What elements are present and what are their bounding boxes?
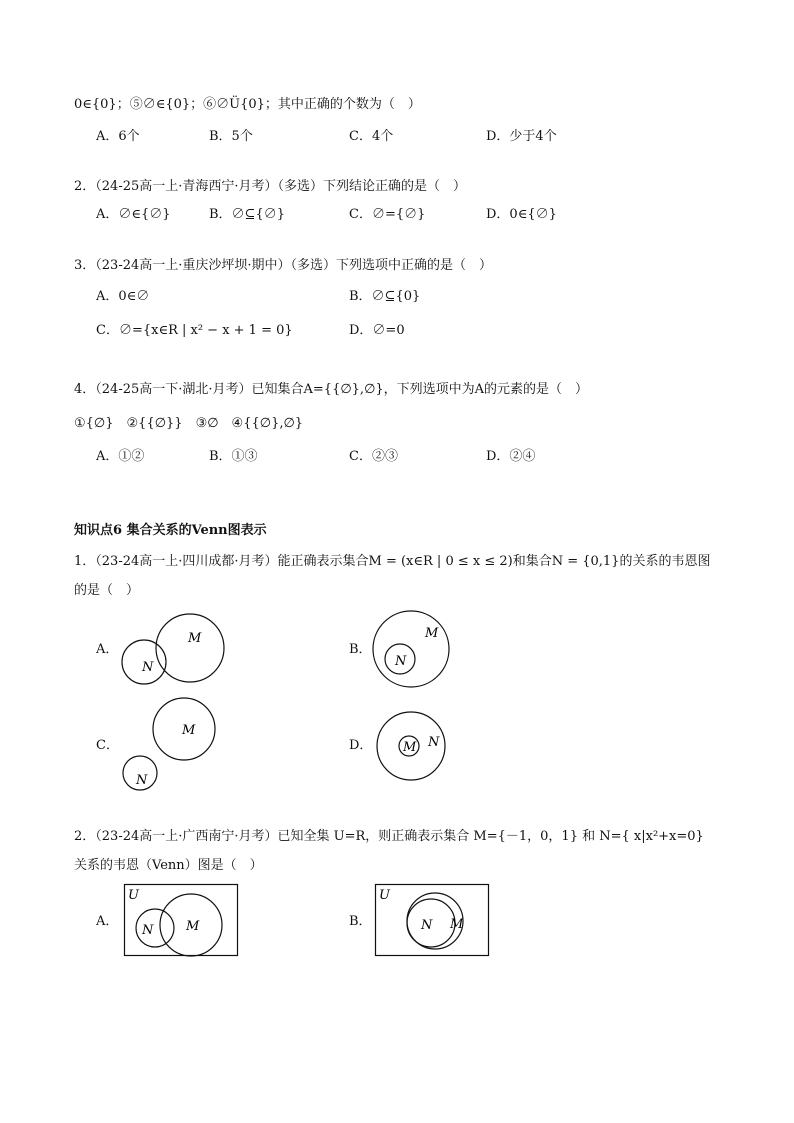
set-label-n: N xyxy=(142,923,154,938)
set-label-u: U xyxy=(379,888,390,903)
option-b-label: B． xyxy=(349,642,372,657)
question-stem-6-line2: 关系的韦恩（Venn）图是（ ） xyxy=(74,858,263,873)
set-label-m: M xyxy=(425,626,439,641)
question-stem-6-line1: 2．（23-24高一上·广西南宁·月考）已知全集 U=R，则正确表示集合 M={－1，0，1} 和 N={ x|x²+x=0} xyxy=(74,829,704,844)
set-label-m: M xyxy=(188,631,202,646)
set-label-u: U xyxy=(128,888,139,903)
set-label-m: M xyxy=(403,740,417,755)
option-d: D．0∈{∅} xyxy=(486,207,557,222)
set-label-n: N xyxy=(136,773,148,788)
set-label-n: N xyxy=(395,654,407,669)
option-a: A．①② xyxy=(96,449,145,464)
option-c: C．4个 xyxy=(349,129,394,144)
option-b-label: B． xyxy=(349,914,372,929)
option-c: C．∅={x∈R | x² − x + 1 = 0} xyxy=(96,323,293,338)
option-d: D．②④ xyxy=(486,449,536,464)
set-label-m: M xyxy=(182,723,196,738)
venn-diagram-d xyxy=(370,709,480,789)
option-a-label: A． xyxy=(96,914,119,929)
question-stem-4: 4．（24-25高一下·湖北·月考）已知集合A={{∅},∅}，下列选项中为A的元素的是（ ） xyxy=(74,382,589,397)
option-c: C．∅={∅} xyxy=(349,207,426,222)
option-d-label: D． xyxy=(349,738,373,753)
set-label-n: N xyxy=(142,660,154,675)
venn-diagram-a xyxy=(118,610,228,690)
option-b: B．∅⊆{0} xyxy=(349,289,421,304)
option-c-label: C． xyxy=(96,738,119,753)
option-d: D．∅=0 xyxy=(349,323,405,338)
set-label-m: M xyxy=(186,919,200,934)
section-heading: 知识点6 集合关系的Venn图表示 xyxy=(74,523,267,538)
question-items-4: ①{∅} ②{{∅}} ③∅ ④{{∅},∅} xyxy=(74,416,304,431)
set-label-n: N xyxy=(428,735,440,750)
question-stem-5-line2: 的是（ ） xyxy=(74,583,140,598)
option-a: A．0∈∅ xyxy=(96,289,150,304)
option-b: B．∅⊆{∅} xyxy=(209,207,285,222)
venn-diagram-b xyxy=(370,609,480,689)
option-a: A．6个 xyxy=(96,129,140,144)
option-b: B．5个 xyxy=(209,129,253,144)
venn-diagram-c xyxy=(118,696,228,796)
venn-diagram-u-b xyxy=(375,884,489,956)
question-stem-5-line1: 1．（23-24高一上·四川成都·月考）能正确表示集合M = (x∈R | 0 ≤ x ≤ 2)和集合N = {0,1}的关系的韦恩图 xyxy=(74,554,711,569)
venn-diagram-u-a xyxy=(124,884,238,956)
question-stem-prev: 0∈{0}；⑤∅∈{0}；⑥∅Ü{0}；其中正确的个数为（ ） xyxy=(74,97,421,112)
option-a-label: A． xyxy=(96,642,119,657)
question-stem-2: 2．（24-25高一上·青海西宁·月考）（多选）下列结论正确的是（ ） xyxy=(74,179,467,194)
set-label-n: N xyxy=(421,918,433,933)
option-b: B．①③ xyxy=(209,449,258,464)
set-label-m: M xyxy=(450,917,464,932)
option-d: D．少于4个 xyxy=(486,129,557,144)
option-a: A．∅∈{∅} xyxy=(96,207,171,222)
question-stem-3: 3．（23-24高一上·重庆沙坪坝·期中）（多选）下列选项中正确的是（ ） xyxy=(74,258,493,273)
option-c: C．②③ xyxy=(349,449,398,464)
